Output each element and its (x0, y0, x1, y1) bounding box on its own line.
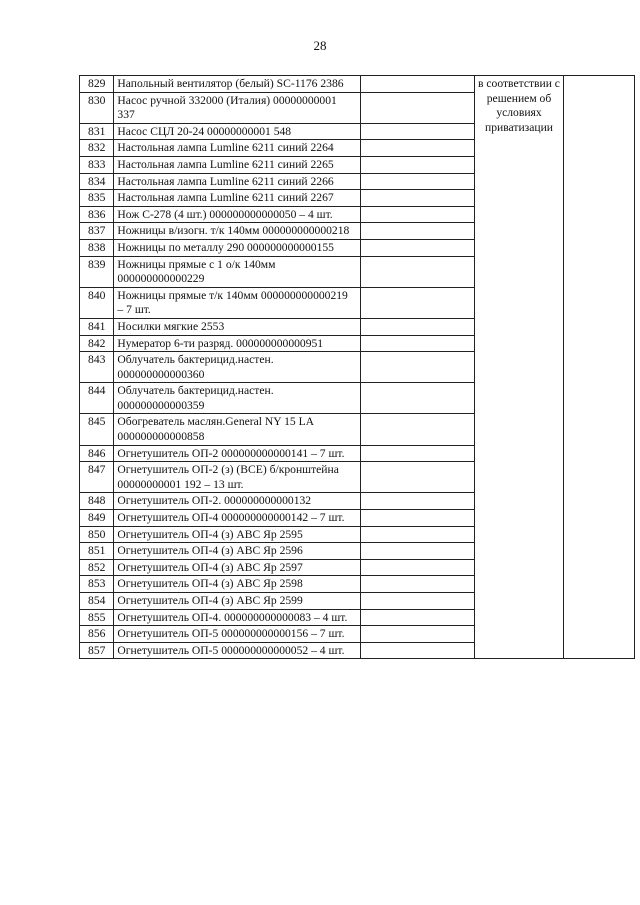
item-name: Огнетушитель ОП-4 000000000000142 – 7 шт. (114, 510, 360, 527)
row-number: 833 (80, 156, 114, 173)
item-name: Облучатель бактерицид.настен. 000000000000359 (114, 383, 360, 414)
row-number: 837 (80, 223, 114, 240)
item-name: Огнетушитель ОП-2 000000000000141 – 7 шт. (114, 445, 360, 462)
item-name: Нож С-278 (4 шт.) 000000000000050 – 4 шт. (114, 206, 360, 223)
item-name: Облучатель бактерицид.настен. 000000000000360 (114, 352, 360, 383)
item-name: Огнетушитель ОП-4 (з) АВС Яр 2596 (114, 543, 360, 560)
row-number: 849 (80, 510, 114, 527)
row-number: 835 (80, 190, 114, 207)
empty-cell (360, 510, 474, 527)
row-number: 852 (80, 559, 114, 576)
item-name: Огнетушитель ОП-5 000000000000156 – 7 шт. (114, 626, 360, 643)
row-number: 838 (80, 239, 114, 256)
privatization-basis: в соответствии с решением об условиях приватизации (474, 76, 563, 659)
item-name: Ножницы по металлу 290 000000000000155 (114, 239, 360, 256)
empty-cell (360, 526, 474, 543)
row-number: 850 (80, 526, 114, 543)
row-number: 841 (80, 318, 114, 335)
empty-cell (360, 76, 474, 93)
empty-cell (360, 626, 474, 643)
row-number: 829 (80, 76, 114, 93)
row-number: 853 (80, 576, 114, 593)
row-number: 844 (80, 383, 114, 414)
item-name: Ножницы прямые с 1 о/к 140мм 000000000000229 (114, 256, 360, 287)
item-name: Носилки мягкие 2553 (114, 318, 360, 335)
row-number: 847 (80, 462, 114, 493)
item-name: Настольная лампа Lumline 6211 синий 2266 (114, 173, 360, 190)
item-name: Ножницы в/изогн. т/к 140мм 000000000000218 (114, 223, 360, 240)
row-number: 836 (80, 206, 114, 223)
table-body (80, 76, 635, 659)
empty-cell (564, 76, 635, 659)
item-name: Настольная лампа Lumline 6211 синий 2267 (114, 190, 360, 207)
row-number: 831 (80, 123, 114, 140)
empty-cell (360, 543, 474, 560)
row-number: 843 (80, 352, 114, 383)
item-name: Нумератор 6-ти разряд. 000000000000951 (114, 335, 360, 352)
empty-cell (360, 593, 474, 610)
item-name: Ножницы прямые т/к 140мм 000000000000219 – 7 шт. (114, 287, 360, 318)
row-number: 857 (80, 642, 114, 659)
item-name: Огнетушитель ОП-4 (з) АВС Яр 2597 (114, 559, 360, 576)
table-row (80, 76, 635, 93)
item-name: Огнетушитель ОП-4 (з) АВС Яр 2599 (114, 593, 360, 610)
empty-cell (360, 559, 474, 576)
empty-cell (360, 493, 474, 510)
row-number: 845 (80, 414, 114, 445)
row-number: 839 (80, 256, 114, 287)
empty-cell (360, 352, 474, 383)
empty-cell (360, 92, 474, 123)
item-name: Обогреватель маслян.General NY 15 LA 000000000000858 (114, 414, 360, 445)
row-number: 830 (80, 92, 114, 123)
row-number: 842 (80, 335, 114, 352)
empty-cell (360, 239, 474, 256)
empty-cell (360, 383, 474, 414)
row-number: 855 (80, 609, 114, 626)
empty-cell (360, 642, 474, 659)
item-name: Огнетушитель ОП-4. 000000000000083 – 4 шт. (114, 609, 360, 626)
empty-cell (360, 335, 474, 352)
empty-cell (360, 140, 474, 157)
row-number: 856 (80, 626, 114, 643)
empty-cell (360, 609, 474, 626)
item-name: Огнетушитель ОП-4 (з) АВС Яр 2598 (114, 576, 360, 593)
empty-cell (360, 445, 474, 462)
row-number: 851 (80, 543, 114, 560)
empty-cell (360, 223, 474, 240)
item-name: Насос ручной 332000 (Италия) 00000000001 337 (114, 92, 360, 123)
empty-cell (360, 462, 474, 493)
empty-cell (360, 156, 474, 173)
item-name: Насос СЦЛ 20-24 00000000001 548 (114, 123, 360, 140)
item-name: Огнетушитель ОП-4 (з) АВС Яр 2595 (114, 526, 360, 543)
row-number: 840 (80, 287, 114, 318)
row-number: 834 (80, 173, 114, 190)
item-name: Настольная лампа Lumline 6211 синий 2265 (114, 156, 360, 173)
item-name: Огнетушитель ОП-2 (з) (ВСЕ) б/кронштейна 00000000001 192 – 13 шт. (114, 462, 360, 493)
empty-cell (360, 190, 474, 207)
item-name: Огнетушитель ОП-2. 000000000000132 (114, 493, 360, 510)
empty-cell (360, 256, 474, 287)
row-number: 846 (80, 445, 114, 462)
empty-cell (360, 576, 474, 593)
page-number: 28 (313, 38, 327, 53)
row-number: 854 (80, 593, 114, 610)
empty-cell (360, 173, 474, 190)
empty-cell (360, 123, 474, 140)
row-number: 848 (80, 493, 114, 510)
empty-cell (360, 287, 474, 318)
row-number: 832 (80, 140, 114, 157)
item-name: Напольный вентилятор (белый) SC-1176 2386 (114, 76, 360, 93)
item-name: Настольная лампа Lumline 6211 синий 2264 (114, 140, 360, 157)
item-name: Огнетушитель ОП-5 000000000000052 – 4 шт. (114, 642, 360, 659)
empty-cell (360, 206, 474, 223)
property-table (79, 75, 635, 659)
empty-cell (360, 414, 474, 445)
empty-cell (360, 318, 474, 335)
